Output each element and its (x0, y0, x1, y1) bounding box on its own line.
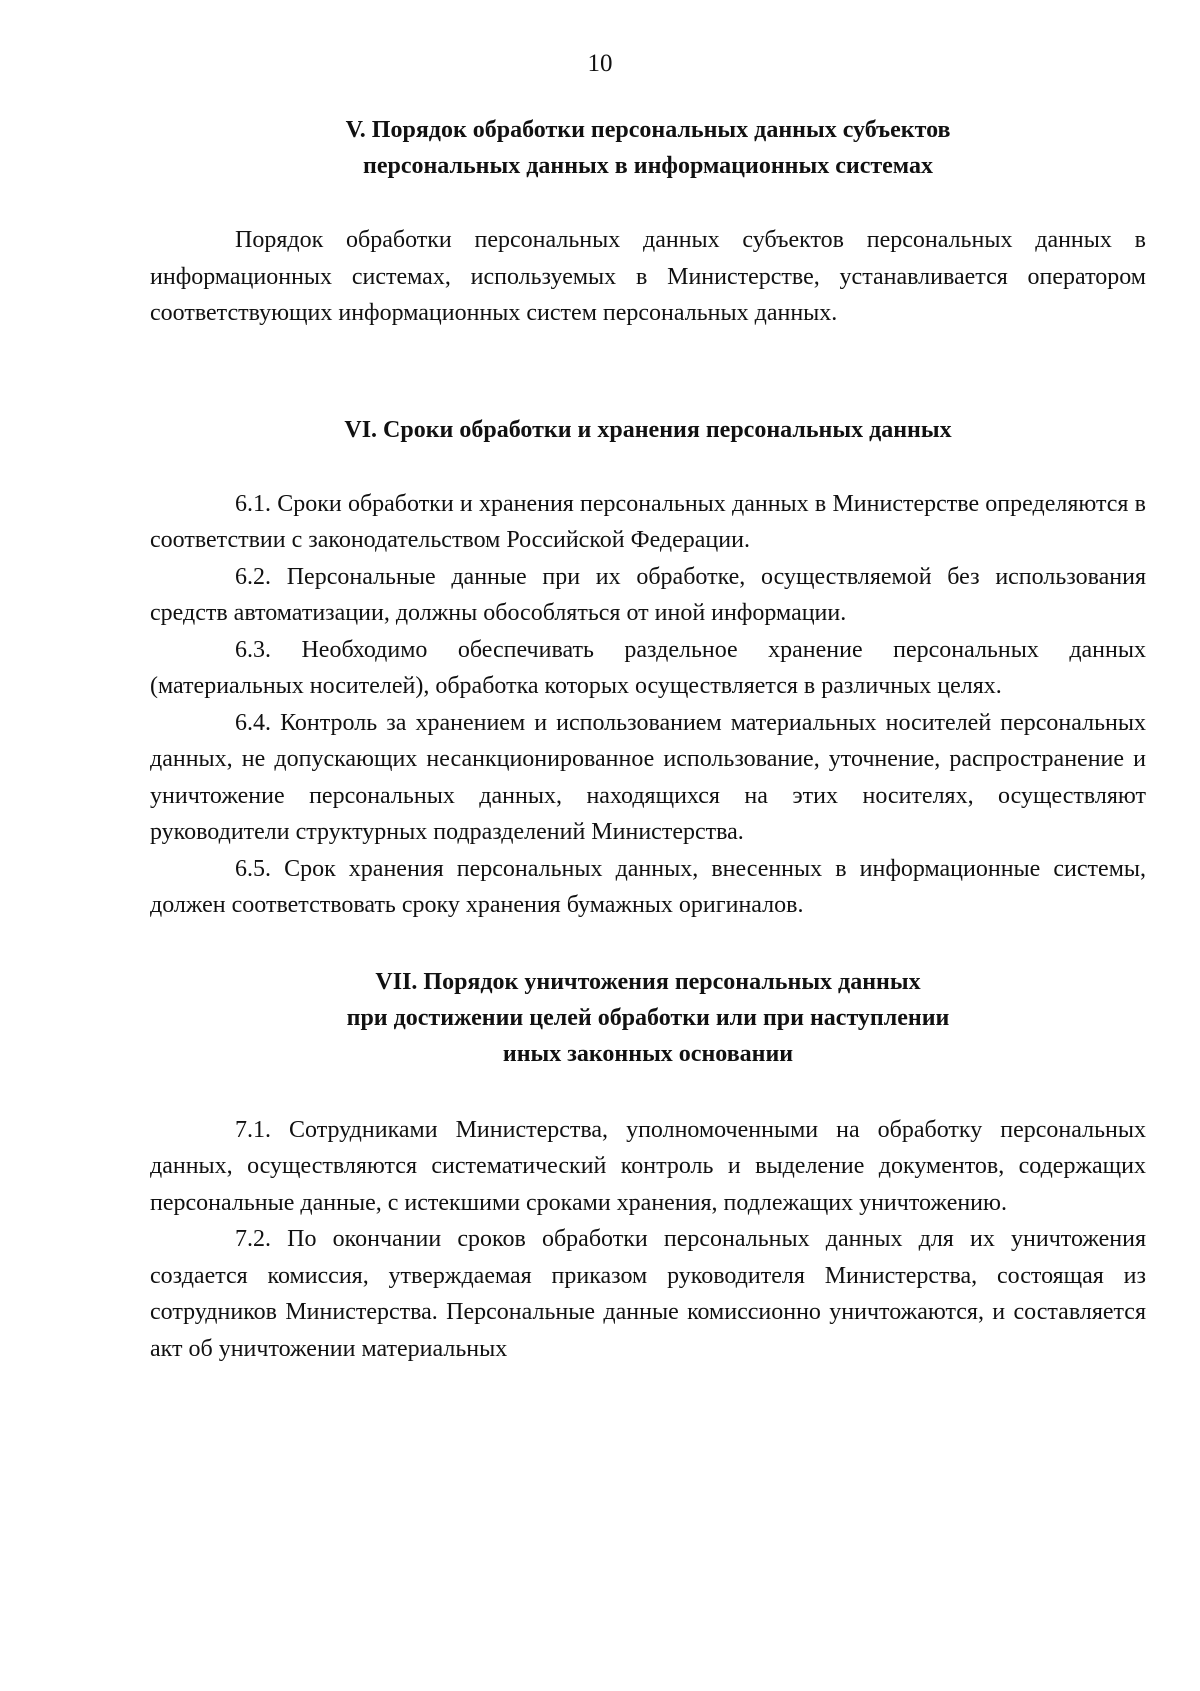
paragraph-6-1: 6.1. Сроки обработки и хранения персональных данных в Министерстве определяются в соответствии с законодательством Российской Федерации. (150, 490, 1146, 553)
heading-line: V. Порядок обработки персональных данных субъектов (345, 117, 951, 143)
section-heading-v (150, 112, 1146, 184)
paragraph-7-1: 7.1. Сотрудниками Министерства, уполномоченными на обработку персональных данных, осуществляются систематический контроль и выделение документов, содержащих персональные данные, с истекшими сроками хранения, подлежащих уничтожению. (150, 1116, 1146, 1216)
heading-line: иных законных основании (502, 1040, 794, 1067)
paragraph-6-5: 6.5. Срок хранения персональных данных, внесенных в информационные системы, должен соответствовать сроку хранения бумажных оригиналов. (150, 855, 1146, 918)
section-heading-vii (150, 964, 1146, 1072)
document-body (150, 112, 1146, 1367)
paragraph-6-4: 6.4. Контроль за хранением и использованием материальных носителей персональных данных, не допускающих несанкционированное использование, уточнение, распространение и уничтожение персональных данных, находящихся на этих носителях, осуществляют руководители структурных подразделений Министерства. (150, 709, 1146, 845)
paragraph-6-3: 6.3. Необходимо обеспечивать раздельное хранение персональных данных (материальных носителей), обработка которых осуществляется в различных целях. (150, 636, 1146, 699)
paragraph-6-2: 6.2. Персональные данные при их обработке, осуществляемой без использования средств автоматизации, должны обособляться от иной информации. (150, 563, 1146, 626)
heading-line: при достижении целей обработки или при наступлении (346, 1004, 950, 1031)
paragraph-7-2: 7.2. По окончании сроков обработки персональных данных для их уничтожения создается комиссия, утверждаемая приказом руководителя Министерства, состоящая из сотрудников Министерства. Персональные данные комиссионно уничтожаются, и составляется акт об уничтожении материальных (150, 1226, 1146, 1362)
paragraph: Порядок обработки персональных данных субъектов персональных данных в информационных системах, используемых в Министерстве, устанавливается оператором соответствующих информационных систем персональных данных. (150, 227, 1146, 326)
heading-line: VII. Порядок уничтожения персональных данных (375, 968, 921, 995)
page-number: 10 (587, 50, 613, 77)
heading-line: VI. Сроки обработки и хранения персональных данных (344, 416, 952, 443)
heading-line: персональных данных в информационных системах (363, 153, 933, 179)
section-heading-vi (150, 412, 1146, 448)
